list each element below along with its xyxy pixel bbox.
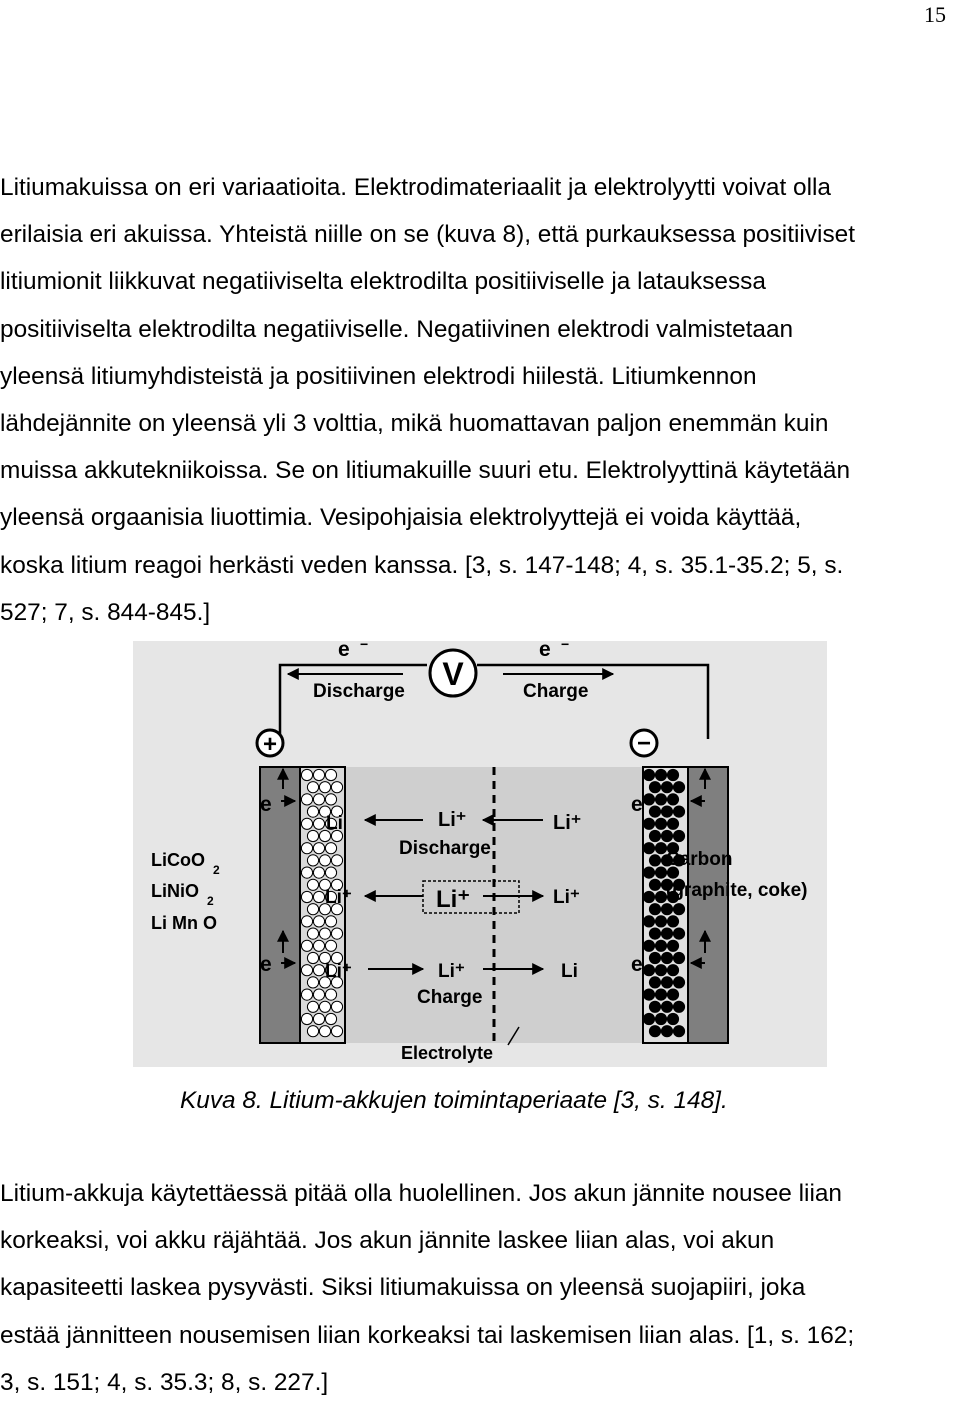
lattice-atom (655, 965, 666, 976)
lattice-atom (313, 965, 324, 976)
lattice-atom (301, 769, 312, 780)
li-ion-label: Li⁺ (325, 961, 352, 982)
lattice-atom (667, 1013, 678, 1024)
lattice-atom (307, 830, 318, 841)
voltmeter-label: V (442, 656, 464, 692)
plus-icon: + (262, 731, 278, 758)
paragraph-line: Litium-akkuja käytettäessä pitää olla huolellinen. Jos akun jännite nousee liian (0, 1180, 843, 1207)
minus-icon: − (636, 730, 652, 757)
lattice-atom (313, 818, 324, 829)
lattice-atom (325, 843, 336, 854)
paragraph-line: erilaisia eri akuissa. Yhteistä niille on se (kuva 8), että purkauksessa positiiviset (0, 221, 855, 249)
electron-label-right: e (539, 641, 551, 661)
lattice-atom (655, 818, 666, 829)
lattice-atom (319, 1001, 330, 1012)
lattice-atom (643, 989, 654, 1000)
lattice-atom (313, 891, 324, 902)
lattice-atom (313, 1013, 324, 1024)
lattice-atom (643, 794, 654, 805)
lattice-atom (655, 794, 666, 805)
paragraph-line: litiumionit liikkuvat negatiiviselta elektrodilta positiiviselle ja latauksessa (0, 268, 766, 296)
paragraph-line: koska litium reagoi herkästi veden kanssa. [3, s. 147-148; 4, s. 35.1-35.2; 5, s. (0, 551, 844, 579)
li-ion-label: Li⁺ (553, 887, 580, 908)
lattice-atom (649, 904, 660, 915)
lattice-atom (649, 1026, 660, 1037)
lattice-atom (655, 769, 666, 780)
lattice-atom (655, 940, 666, 951)
lattice-atom (643, 769, 654, 780)
lattice-atom (331, 1001, 342, 1012)
lattice-atom (331, 782, 342, 793)
lattice-atom (325, 867, 336, 878)
lattice-atom (655, 1013, 666, 1024)
lattice-atom (307, 806, 318, 817)
charge-label: Charge (417, 987, 483, 1008)
lattice-atom (643, 818, 654, 829)
lattice-atom (661, 977, 672, 988)
paragraph-line: 3, s. 151; 4, s. 35.3; 8, s. 227.] (0, 1368, 329, 1396)
lattice-atom (643, 891, 654, 902)
lattice-atom (325, 916, 336, 927)
negative-material-1: Carbon (666, 849, 733, 870)
electron-label: e (260, 793, 272, 816)
lattice-atom (307, 855, 318, 866)
paragraph-line: positiiviselta elektrodilta negatiiviselle. Negatiivinen elektrodi valmistetaan (0, 315, 794, 343)
lattice-atom (319, 855, 330, 866)
lattice-atom (301, 843, 312, 854)
lattice-atom (325, 769, 336, 780)
lattice-atom (673, 806, 684, 817)
lattice-atom (325, 794, 336, 805)
lattice-atom (313, 794, 324, 805)
lattice-atom (313, 989, 324, 1000)
paragraph-line: 527; 7, s. 844-845.] (0, 598, 211, 626)
lattice-atom (325, 989, 336, 1000)
superscript-minus: − (360, 641, 369, 652)
charge-top-label: Charge (523, 681, 589, 702)
lattice-atom (655, 989, 666, 1000)
lattice-atom (661, 782, 672, 793)
lattice-atom (661, 1026, 672, 1037)
electron-label: e (631, 793, 643, 816)
paragraph-line: yleensä litiumyhdisteistä ja positiivinen elektrodi hiilestä. Litiumkennon (0, 362, 757, 390)
lattice-atom (673, 928, 684, 939)
discharge-label: Discharge (399, 838, 491, 859)
page-number: 15 (924, 2, 946, 27)
paragraph-line: kapasiteetti laskea pysyvästi. Siksi litiumakuissa on yleensä suojapiiri, joka (0, 1274, 806, 1302)
lattice-atom (649, 879, 660, 890)
lattice-atom (655, 867, 666, 878)
positive-material-3: Li Mn O (151, 913, 217, 933)
lattice-atom (667, 989, 678, 1000)
negative-current-collector (688, 767, 728, 1043)
lattice-atom (313, 867, 324, 878)
paragraph-line: yleensä orgaanisia liuottimia. Vesipohjaisia elektrolyyttejä ei voida käyttää, (0, 504, 802, 532)
lattice-atom (307, 928, 318, 939)
lattice-atom (307, 879, 318, 890)
lattice-atom (661, 904, 672, 915)
lattice-atom (331, 1026, 342, 1037)
lattice-atom (673, 977, 684, 988)
lattice-atom (649, 782, 660, 793)
negative-material-2: (graphite, coke) (666, 880, 808, 901)
lattice-atom (649, 806, 660, 817)
figure-caption: Kuva 8. Litium-akkujen toimintaperiaate [3, s. 148]. (180, 1087, 728, 1114)
electron-label-left: e (338, 641, 350, 661)
lattice-atom (649, 1001, 660, 1012)
electrolyte-label: Electrolyte (401, 1043, 494, 1063)
lattice-atom (325, 1013, 336, 1024)
lattice-atom (301, 965, 312, 976)
lattice-atom (643, 867, 654, 878)
lattice-atom (301, 818, 312, 829)
li-label: Li (561, 961, 578, 982)
lattice-atom (661, 830, 672, 841)
lattice-atom (673, 904, 684, 915)
lattice-atom (325, 940, 336, 951)
li-ion-label: Li⁺ (436, 886, 470, 913)
lattice-atom (301, 940, 312, 951)
lattice-atom (643, 965, 654, 976)
paragraph-line: lähdejännite on yleensä yli 3 volttia, mikä huomattavan paljon enemmän kuin (0, 410, 829, 438)
lattice-atom (307, 952, 318, 963)
lattice-atom (301, 916, 312, 927)
lattice-atom (673, 782, 684, 793)
lattice-atom (661, 1001, 672, 1012)
subscript: 2 (213, 863, 220, 877)
lattice-atom (643, 940, 654, 951)
body-paragraph-2 (0, 1170, 960, 1406)
lattice-atom (667, 794, 678, 805)
lattice-atom (331, 855, 342, 866)
superscript-minus: − (561, 641, 570, 652)
lattice-atom (319, 928, 330, 939)
li-ion-label: Li⁺ (325, 887, 352, 908)
lattice-atom (667, 769, 678, 780)
lattice-atom (313, 843, 324, 854)
electron-label: e (631, 953, 643, 976)
lattice-atom (301, 891, 312, 902)
lattice-atom (313, 916, 324, 927)
li-ion-label: Li⁺ (438, 961, 465, 982)
lattice-atom (643, 1013, 654, 1024)
lattice-atom (307, 977, 318, 988)
lattice-atom (331, 928, 342, 939)
lattice-atom (661, 806, 672, 817)
lattice-atom (673, 952, 684, 963)
li-ion-label: Li⁺ (438, 809, 467, 831)
electrolyte-region (345, 767, 643, 1043)
lattice-atom (667, 916, 678, 927)
lattice-atom (307, 1001, 318, 1012)
paragraph-line: muissa akkutekniikoissa. Se on litiumakuille suuri etu. Elektrolyyttinä käytetään (0, 457, 851, 485)
lattice-atom (673, 830, 684, 841)
paragraph-line: Litiumakuissa on eri variaatioita. Elektrodimateriaalit ja elektrolyytti voivat olla (0, 174, 831, 201)
lattice-atom (667, 965, 678, 976)
lattice-atom (661, 952, 672, 963)
lattice-atom (649, 977, 660, 988)
lattice-atom (307, 904, 318, 915)
lattice-atom (655, 916, 666, 927)
positive-material-1: LiCoO (151, 850, 205, 870)
electron-label: e (260, 953, 272, 976)
battery-diagram (133, 641, 827, 1067)
lattice-atom (319, 782, 330, 793)
positive-material-2: LiNiO (151, 881, 199, 901)
lattice-atom (313, 940, 324, 951)
li-label: Li (326, 813, 343, 834)
discharge-top-label: Discharge (313, 681, 405, 702)
lattice-atom (649, 928, 660, 939)
lattice-atom (673, 1001, 684, 1012)
lattice-atom (649, 952, 660, 963)
lattice-atom (649, 830, 660, 841)
lattice-atom (643, 916, 654, 927)
lattice-atom (301, 794, 312, 805)
lattice-atom (313, 769, 324, 780)
lattice-atom (655, 891, 666, 902)
lattice-atom (307, 1026, 318, 1037)
lattice-atom (661, 928, 672, 939)
lattice-atom (649, 855, 660, 866)
li-ion-label: Li⁺ (553, 812, 582, 834)
lattice-atom (301, 1013, 312, 1024)
lattice-atom (301, 989, 312, 1000)
lattice-atom (667, 940, 678, 951)
paragraph-line: korkeaksi, voi akku räjähtää. Jos akun jännite laskee liian alas, voi akun (0, 1227, 775, 1255)
lattice-atom (307, 782, 318, 793)
lattice-atom (673, 1026, 684, 1037)
lattice-atom (319, 1026, 330, 1037)
lattice-atom (301, 867, 312, 878)
lattice-atom (655, 843, 666, 854)
lattice-atom (643, 843, 654, 854)
subscript: 2 (207, 894, 214, 908)
body-paragraph-1 (0, 164, 960, 636)
paragraph-line: estää jännitteen nousemisen liian korkeaksi tai laskemisen liian alas. [1, s. 162; (0, 1321, 855, 1349)
lattice-atom (667, 818, 678, 829)
